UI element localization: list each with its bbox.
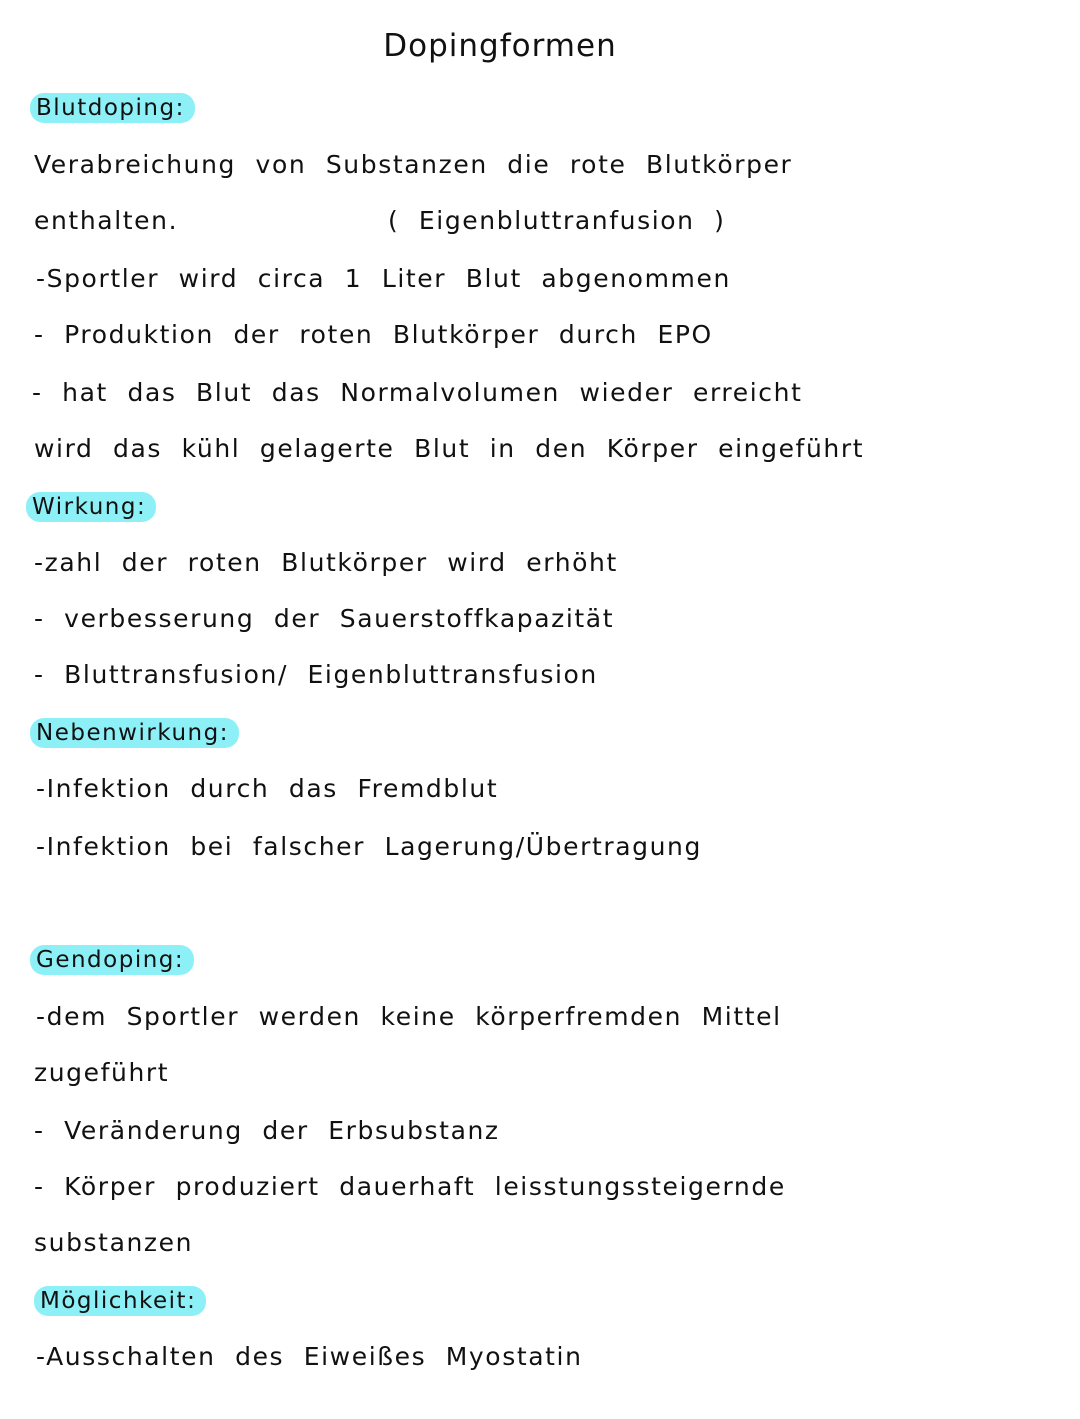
list-item: - Produktion der roten Blutkörper durch EPO — [34, 320, 713, 349]
text-line: enthalten. — [34, 206, 179, 235]
list-item: - Veränderung der Erbsubstanz — [34, 1116, 500, 1145]
list-item: - Bluttransfusion/ Eigenbluttransfusion — [34, 660, 598, 689]
section-heading-gendoping: Gendoping: — [30, 945, 194, 975]
list-item: - hat das Blut das Normalvolumen wieder erreicht — [32, 378, 803, 407]
section-heading-wirkung: Wirkung: — [26, 492, 156, 522]
text-note: ( Eigenbluttranfusion ) — [388, 206, 726, 235]
list-item: -Infektion bei falscher Lagerung/Übertragung — [36, 832, 702, 861]
list-item: - Körper produziert dauerhaft leisstungssteigernde — [34, 1172, 786, 1201]
list-item: -Sportler wird circa 1 Liter Blut abgenommen — [36, 264, 731, 293]
list-item: wird das kühl gelagerte Blut in den Körper eingeführt — [34, 434, 865, 463]
section-heading-moeglichkeit: Möglichkeit: — [34, 1286, 206, 1316]
list-item: - verbesserung der Sauerstoffkapazität — [34, 604, 615, 633]
text-line: Verabreichung von Substanzen die rote Blutkörper — [34, 150, 793, 179]
page-title: Dopingformen — [383, 28, 617, 64]
list-item: zugeführt — [34, 1058, 170, 1087]
section-heading-nebenwirkung: Nebenwirkung: — [30, 718, 239, 748]
section-heading-blutdoping: Blutdoping: — [30, 93, 195, 123]
list-item: -zahl der roten Blutkörper wird erhöht — [34, 548, 618, 577]
list-item: -Infektion durch das Fremdblut — [36, 774, 499, 803]
list-item: substanzen — [34, 1228, 194, 1257]
list-item: -Ausschalten des Eiweißes Myostatin — [36, 1342, 583, 1371]
list-item: -dem Sportler werden keine körperfremden Mittel — [36, 1002, 782, 1031]
